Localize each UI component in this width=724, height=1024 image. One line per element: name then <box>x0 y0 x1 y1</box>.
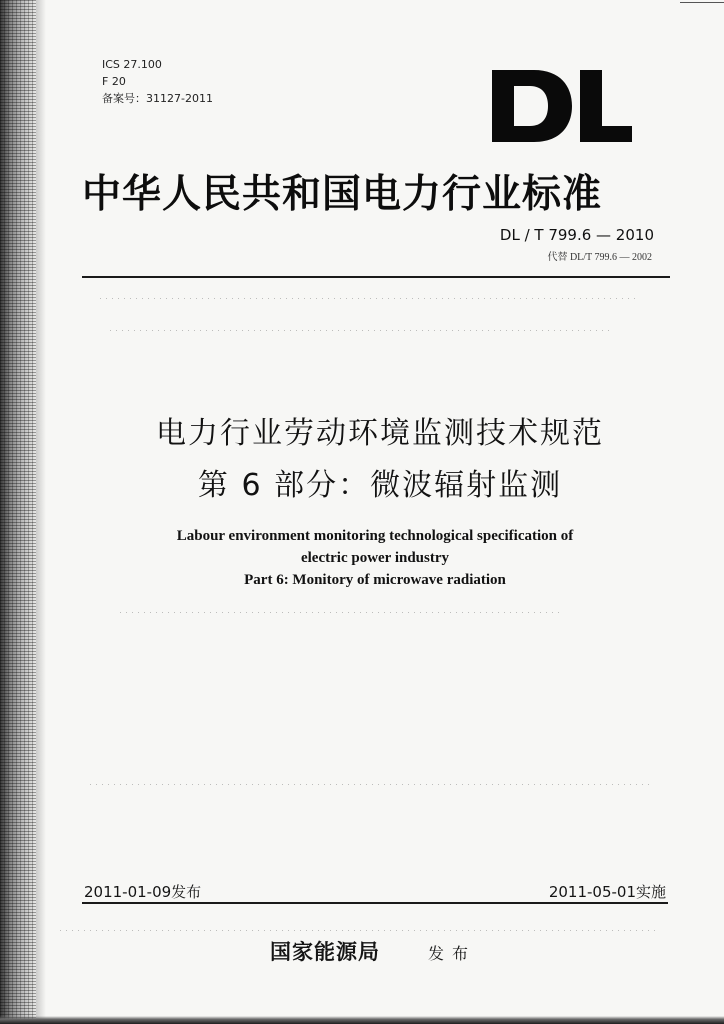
scan-binding-edge <box>0 0 36 1024</box>
replaces-standard: 代替 DL/T 799.6 — 2002 <box>547 252 652 263</box>
scan-noise <box>110 330 610 331</box>
classification-block <box>102 56 213 107</box>
implementation-date: 2011-05-01实施 <box>548 883 666 901</box>
publisher-name: 国家能源局 <box>270 939 380 964</box>
scan-shadow <box>36 0 46 1024</box>
ics-code: ICS 27.100 <box>102 58 162 71</box>
publish-label: 发布 <box>428 944 477 963</box>
scan-bottom-edge <box>0 1016 724 1024</box>
footer-divider <box>82 902 668 904</box>
record-number: 备案号：31127-2011 <box>102 92 213 105</box>
scan-noise <box>100 298 640 299</box>
scan-noise <box>60 930 660 931</box>
english-title-line-2: electric power industry <box>300 550 450 566</box>
dl-logo <box>490 68 634 144</box>
chinese-title-line-1: 电力行业劳动环境监测技术规范 <box>156 416 604 451</box>
english-title-line-1: Labour environment monitoring technological specification of <box>176 528 574 544</box>
dl-logo-letter-l <box>580 70 632 142</box>
category-code: F 20 <box>102 75 126 88</box>
scan-noise <box>120 612 560 613</box>
header-divider <box>82 276 670 278</box>
chinese-title-line-2: 第 6 部分：微波辐射监测 <box>197 468 563 503</box>
issuing-body-title: 中华人民共和国电力行业标准 <box>82 171 603 217</box>
scan-noise <box>90 784 650 785</box>
issue-date: 2011-01-09发布 <box>84 883 202 901</box>
dl-logo-letter-d <box>492 70 572 142</box>
english-title-line-3: Part 6: Monitory of microwave radiation <box>244 572 506 588</box>
scan-artifact-line <box>680 2 724 3</box>
standard-number: DL / T 799.6 — 2010 <box>499 226 654 244</box>
